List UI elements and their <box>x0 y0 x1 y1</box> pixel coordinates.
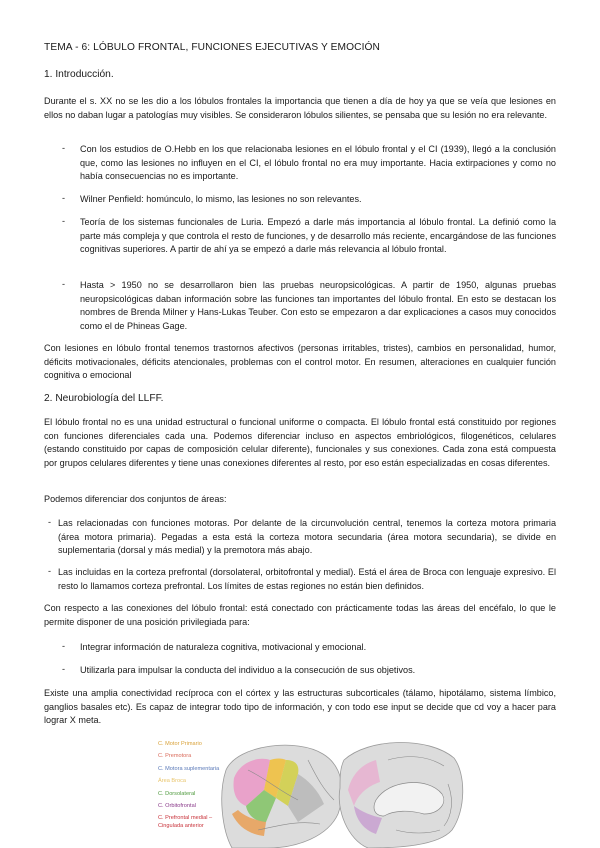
use-drive-behavior: Utilizarla para impulsar la conducta del individuo a la consecución de sus objetivos. <box>80 665 416 675</box>
section-2-paragraph-3: Con respecto a las conexiones del lóbulo frontal: está conectado con prácticamente todas las áreas del encéfalo, lo que le permite disponer de una posición privilegiada para: <box>44 603 556 627</box>
legend-item-broca: Área Broca <box>158 778 186 785</box>
figure-legend <box>158 738 219 832</box>
area-prefrontal: Las incluidas en la corteza prefrontal (dorsolateral, orbitofrontal y medial). Está el área de Broca con lenguaje expresivo. El resto lo llamamos corteza prefrontal. Los límites de estas regiones no están bien definidos. <box>58 567 556 591</box>
legend-item-motora-suplementaria: C. Motora suplementaria <box>158 765 220 772</box>
bullet-luria: Teoría de los sistemas funcionales de Luria. Empezó a darle más importancia al lóbulo frontal. La definió como la parte más compleja y que controla el resto de funciones, y de desarrollo más reciente, encargándose de las funciones cognitivas superiores. A partir de ahí ya se empezó a darle más relevancia al lóbulo frontal. <box>80 217 556 254</box>
legend-item-motor-primario: C. Motor Primario <box>158 741 202 747</box>
bullet-hebb: Con los estudios de O.Hebb en los que relacionaba lesiones en el lóbulo frontal y el CI (1939), llegó a la conclusión que, como las lesiones no influyen en el CI, el lóbulo frontal no era muy importante. Hacia extirpaciones y como no había consecuencias no es importante. <box>80 144 556 181</box>
lateral-brain-view <box>222 745 342 848</box>
bullet-dash: - <box>62 641 66 651</box>
legend-item-dorsolateral: C. Dorsolateral <box>158 790 196 797</box>
bullet-dash: - <box>62 279 66 289</box>
bullet-dash: - <box>62 664 66 674</box>
bullet-dash: - <box>48 566 52 576</box>
page-title: TEMA - 6: LÓBULO FRONTAL, FUNCIONES EJECUTIVAS Y EMOCIÓN <box>44 42 380 53</box>
section-2-paragraph-1: El lóbulo frontal no es una unidad estructural o funcional uniforme o compacta. El lóbulo frontal está constituido por regiones con funciones diferenciales cada una. Podemos diferenciar incluso en aspectos embriológicos, filogenéticos, celulares (estando constituido por capas de composición celular diferente), funcionales y sus conexiones. Cada zona está compuesta por grupos celulares diferentes y tiene unas conexiones diferentes al resto, por eso están especializadas en cosas diferentes. <box>44 417 556 468</box>
frontal-lobe-figure <box>148 730 466 848</box>
bullet-dash: - <box>48 517 52 527</box>
legend-item-prefrontal-medial: C. Prefrontal medial – <box>158 815 213 822</box>
section-2-heading: 2. Neurobiología del LLFF. <box>44 393 164 404</box>
bullet-dash: - <box>62 216 66 226</box>
bullet-neuropsych-tests: Hasta > 1950 no se desarrollaron bien las pruebas neuropsicológicas. A partir de 1950, algunas pruebas neuropsicológicas daban información sobre las funciones tan importantes del lóbulo frontal. En esto se destacan los nombres de Brenda Milner y Hans-Lukas Teuber. Con esto se empezaron a dar explicaciones a casos muy conocidos como el de Phineas Gage. <box>80 280 556 331</box>
section-2-paragraph-4: Existe una amplia conectividad recíproca con el córtex y las estructuras subcorticales (tálamo, hipotálamo, sistema límbico, ganglios basales etc). Es capaz de integrar todo tipo de información, y con todo ese input se decide que cd voy a hacer para lograr X meta. <box>44 688 556 725</box>
legend-item-orbitofrontal: C. Orbitofrontal <box>158 803 196 810</box>
bullet-dash: - <box>62 143 66 153</box>
section-1-closing: Con lesiones en lóbulo frontal tenemos trastornos afectivos (personas irritables, tristes), cambios en personalidad, humor, déficits motivacionales, déficits atencionales, problemas con el control motor. En resumen, alteraciones en cualquier función cognitiva o emocional <box>44 343 556 380</box>
section-1-heading: 1. Introducción. <box>44 69 114 80</box>
medial-brain-view <box>339 742 463 848</box>
area-motor: Las relacionadas con funciones motoras. Por delante de la circunvolución central, tenemos la corteza motora primaria (área motora primaria). Pegadas a esta está la corteza motora secundaria (área motora secundaria), se divide en suplementaria (dorsal y más medial) y la premotora más abajo. <box>58 518 556 555</box>
bullet-penfield: Wilner Penfield: homúnculo, lo mismo, las lesiones no son relevantes. <box>80 194 362 204</box>
section-2-paragraph-2: Podemos diferenciar dos conjuntos de áreas: <box>44 494 227 504</box>
legend-item-premotora: C. Premotora <box>158 753 192 760</box>
use-integrate: Integrar información de naturaleza cognitiva, motivacional y emocional. <box>80 642 367 652</box>
bullet-dash: - <box>62 193 66 203</box>
section-1-intro: Durante el s. XX no se les dio a los lóbulos frontales la importancia que tienen a día de hoy ya que se veía que lesiones en ellos no daban lugar a patologías muy visibles. Se consideraron lóbulos silientes, se pensaba que su lesión no era relevante. <box>44 96 556 120</box>
legend-item-cingulada-anterior: Cingulada anterior <box>158 822 204 829</box>
